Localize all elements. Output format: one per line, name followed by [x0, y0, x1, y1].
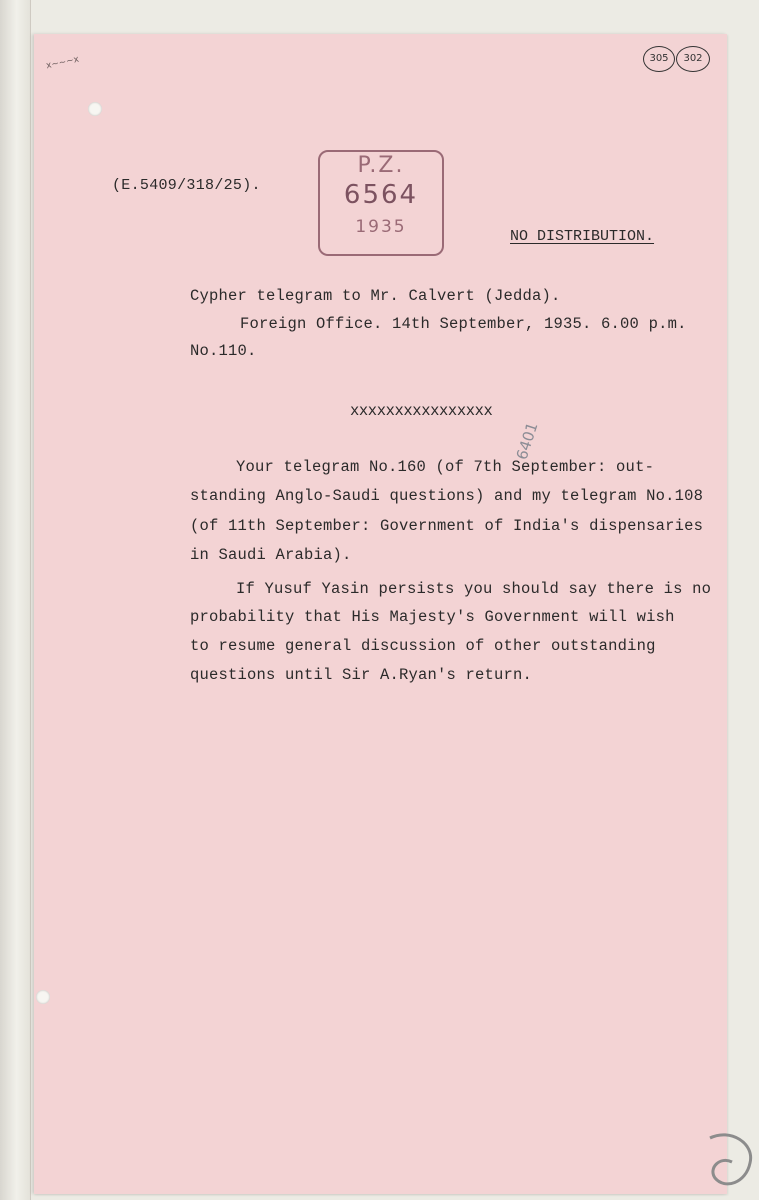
- paragraph2-line: to resume general discussion of other outstanding: [190, 637, 656, 655]
- paragraph2-line: questions until Sir A.Ryan's return.: [190, 666, 533, 684]
- distribution-label: NO DISTRIBUTION.: [510, 228, 655, 245]
- file-backing: [0, 0, 31, 1200]
- paragraph1-line: in Saudi Arabia).: [190, 546, 352, 564]
- separator-line: xxxxxxxxxxxxxxxx: [350, 402, 493, 420]
- paragraph1-line: standing Anglo-Saudi questions) and my telegram No.108: [190, 487, 704, 505]
- folio-number: 305: [643, 46, 675, 72]
- heading-line-3: No.110.: [190, 342, 257, 360]
- paragraph1-line: (of 11th September: Government of India's dispensaries: [190, 517, 704, 535]
- paragraph1-line: Your telegram No.160 (of 7th September: out-: [236, 458, 655, 476]
- paper-clip-icon: [700, 1128, 759, 1198]
- punch-hole-top: [88, 102, 102, 116]
- heading-line-1: Cypher telegram to Mr. Calvert (Jedda).: [190, 287, 561, 305]
- stamp-number: 6564: [343, 180, 419, 210]
- paragraph2-line: If Yusuf Yasin persists you should say there is no: [236, 580, 712, 598]
- stamp-prefix: P.Z.: [357, 153, 405, 178]
- registry-stamp: [318, 150, 444, 256]
- reference-number: (E.5409/318/25).: [112, 177, 261, 194]
- paragraph2-line: probability that His Majesty's Government will wish: [190, 608, 675, 626]
- punch-hole-bottom: [36, 990, 50, 1004]
- folio-number-old: 302: [676, 46, 710, 72]
- corner-mark: x~~~x: [45, 54, 80, 72]
- stamp-year: 1935: [355, 217, 407, 237]
- handwritten-note: 6401: [512, 420, 542, 462]
- heading-line-2: Foreign Office. 14th September, 1935. 6.00 p.m.: [240, 315, 687, 333]
